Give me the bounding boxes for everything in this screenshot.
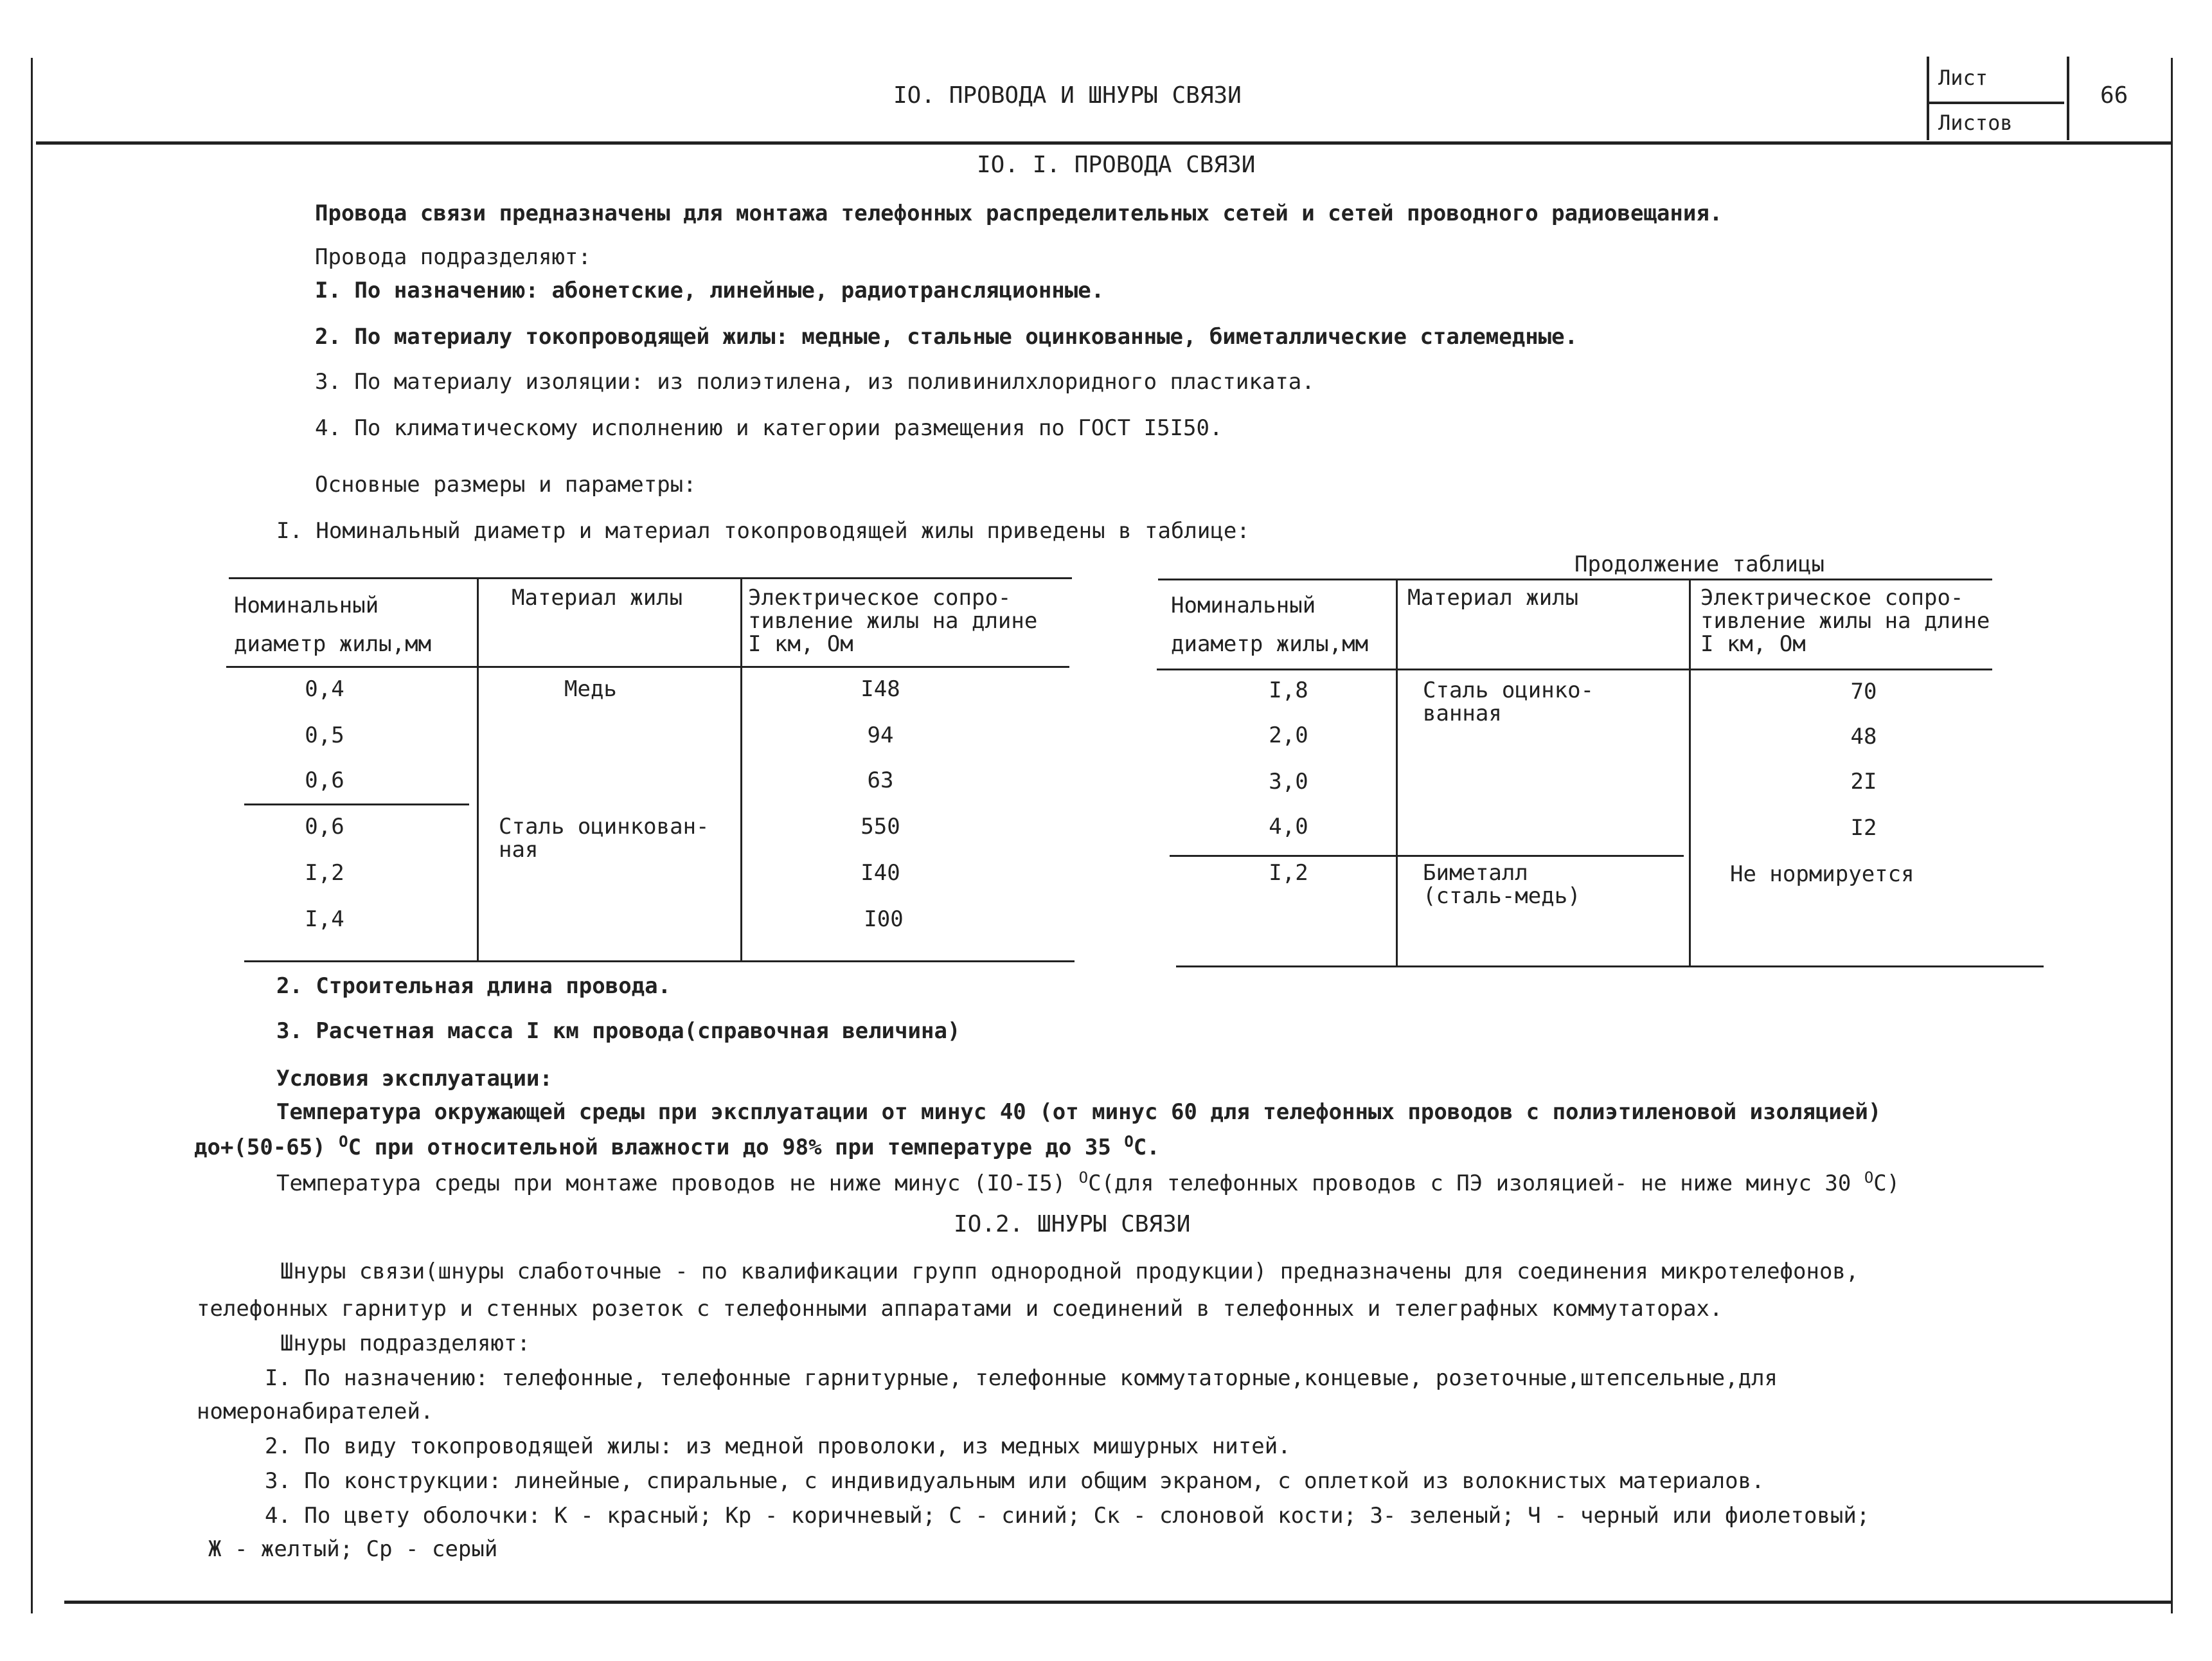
section2-intro-line-1: Шнуры связи(шнуры слаботочные - по квалификации групп однородной продукции) предназначены для соединения микротелефонов, (280, 1259, 1859, 1284)
table-right-resistance: 2I (1850, 769, 1877, 795)
table-left-top-rule (229, 577, 1072, 579)
temperature-line-2 (194, 1133, 1160, 1160)
table-left-resistance: I40 (861, 860, 900, 886)
table-right-resistance: 70 (1850, 679, 1877, 705)
table-continuation-label: Продолжение таблицы (1574, 552, 1824, 577)
table-right-diameter: 2,0 (1269, 723, 1308, 748)
table-left-resistance: I48 (861, 676, 900, 702)
section1-intro: Провода связи предназначены для монтажа телефонных распределительных сетей и сетей проводного радиовещания. (315, 201, 1723, 226)
table-left-diameter: 0,6 (305, 768, 344, 793)
section1-item-3: 3. По материалу изоляции: из полиэтилена, из поливинилхлоридного пластиката. (315, 369, 1315, 395)
section2-item-3: 3. По конструкции: линейные, спиральные, с индивидуальным или общим экраном, с оплеткой из волокнистых материалов. (265, 1468, 1765, 1494)
table-right-diameter: I,2 (1269, 860, 1308, 886)
section2-item-4-line-1: 4. По цвету оболочки: К - красный; Кр - коричневый; С - синий; Ск - слоновой кости; З- зеленый; Ч - черный или фиолетовый; (265, 1503, 1870, 1529)
sheet-stamp (1927, 57, 2069, 140)
table-intro: I. Номинальный диаметр и материал токопроводящей жилы приведены в таблице: (276, 518, 1250, 544)
temperature-line-2-part-b: С при относительной влажности до 98% при температуре до 35 (348, 1135, 1125, 1160)
params-title: Основные размеры и параметры: (315, 472, 697, 498)
frame-left-line (31, 58, 33, 1613)
section2-item-1-line-2: номеронабирателей. (197, 1399, 434, 1424)
temperature-line-2-part-a: до+(50-65) (194, 1135, 339, 1160)
section1-item-mass: 3. Расчетная масса I км провода(справочная величина) (276, 1018, 961, 1044)
table-right-resistance: I2 (1850, 815, 1877, 841)
table-right-header-diameter: Номинальный диаметр жилы,мм (1171, 593, 1369, 657)
table-right-diameter: 4,0 (1269, 814, 1308, 839)
table-right-resistance: 48 (1850, 724, 1877, 750)
section1-item-4: 4. По климатическому исполнению и категории размещения по ГОСТ I5I50. (315, 415, 1223, 441)
table-left-header-resistance: Электрическое сопро- тивление жилы на длине I км, Ом (748, 585, 1038, 657)
conditions-title: Условия эксплуатации: (276, 1066, 553, 1091)
sheet-stamp-divider (1929, 102, 2064, 104)
section1-title: IO. I. ПРОВОДА СВЯЗИ (977, 152, 1256, 178)
page-number: 66 (2100, 82, 2128, 109)
table-right-header-resistance: Электрическое сопро- тивление жилы на длине I км, Ом (1700, 585, 1990, 657)
table-right-col-divider-2 (1689, 579, 1691, 967)
table-left-group-rule (244, 804, 469, 805)
table-left-diameter: I,2 (305, 860, 344, 886)
table-right-material-bimetal: Биметалл (сталь-медь) (1423, 860, 1581, 909)
table-left-bottom-rule (244, 960, 1075, 962)
table-right-diameter: 3,0 (1269, 769, 1308, 795)
section2-item-2: 2. По виду токопроводящей жилы: из медной проволоки, из медных мишурных нитей. (265, 1433, 1291, 1459)
sheets-label: Листов (1938, 111, 2013, 135)
table-right-group-rule (1170, 855, 1684, 857)
section1-subdivide: Провода подразделяют: (315, 244, 591, 270)
section2-item-4-line-2: Ж - желтый; Ср - серый (208, 1536, 498, 1562)
section2-title: IO.2. ШНУРЫ СВЯЗИ (954, 1211, 1191, 1237)
table-left-diameter: 0,6 (305, 814, 344, 839)
table-left-resistance: 550 (861, 814, 900, 839)
temperature-mounting-line (276, 1169, 1900, 1196)
table-left-header-diameter: Номинальный диаметр жилы,мм (234, 593, 432, 657)
degree-sign: O (1078, 1169, 1089, 1187)
temperature-mounting-part-b: С(для телефонных проводов с ПЭ изоляцией- не ниже минус 30 (1088, 1171, 1864, 1196)
table-left-resistance: I00 (864, 906, 904, 932)
frame-right-line (2171, 58, 2173, 1613)
section2-intro-line-2: телефонных гарнитур и стенных розеток с телефонными аппаратами и соединений в телефонных и телеграфных коммутаторах. (197, 1296, 1723, 1322)
table-left-col-divider-1 (477, 577, 479, 962)
table-right-resistance: Не нормируется (1730, 861, 1914, 887)
degree-sign: O (1864, 1169, 1874, 1187)
header-rule (36, 141, 2172, 145)
section1-item-2: 2. По материалу токопроводящей жилы: медные, стальные оцинкованные, биметаллические сталемедные. (315, 324, 1578, 350)
section2-subdivide: Шнуры подразделяют: (280, 1331, 530, 1356)
temperature-mounting-part-c: С) (1873, 1171, 1900, 1196)
header-title: IO. ПРОВОДА И ШНУРЫ СВЯЗИ (893, 82, 1242, 109)
section1-item-1: I. По назначению: абонетские, линейные, радиотрансляционные. (315, 278, 1105, 303)
table-right-col-divider-1 (1396, 579, 1398, 967)
table-right-bottom-rule (1176, 965, 2044, 967)
table-right-diameter: I,8 (1269, 678, 1308, 703)
table-right-header-rule (1157, 669, 1992, 670)
table-left-material-steel: Сталь оцинкован- ная (499, 814, 709, 863)
bottom-rule (64, 1601, 2172, 1604)
degree-sign: O (339, 1133, 348, 1151)
sheet-label: Лист (1938, 66, 1988, 90)
table-left-resistance: 94 (867, 723, 894, 748)
table-left-resistance: 63 (867, 768, 894, 793)
table-right-header-material: Материал жилы (1407, 585, 1579, 611)
table-left-header-rule (226, 666, 1069, 668)
table-right-material-steel: Сталь оцинко- ванная (1423, 678, 1594, 726)
section2-item-1-line-1: I. По назначению: телефонные, телефонные гарнитурные, телефонные коммутаторные,концевые, розеточные,штепсельные,для (265, 1365, 1778, 1391)
table-left-col-divider-2 (740, 577, 742, 962)
table-left-diameter: I,4 (305, 906, 344, 932)
table-right-top-rule (1158, 579, 1992, 580)
table-left-material-copper: Медь (564, 676, 617, 702)
table-left-header-material: Материал жилы (512, 585, 683, 611)
section1-item-length: 2. Строительная длина провода. (276, 973, 672, 999)
degree-sign: O (1124, 1133, 1134, 1151)
temperature-line-2-part-c: С. (1133, 1135, 1160, 1160)
table-left-diameter: 0,5 (305, 723, 344, 748)
temperature-line-1: Температура окружающей среды при эксплуатации от минус 40 (от минус 60 для телефонных проводов с полиэтиленовой изоляцией) (276, 1099, 1882, 1125)
table-left-diameter: 0,4 (305, 676, 344, 702)
temperature-mounting-part-a: Температура среды при монтаже проводов не ниже минус (IO-I5) (276, 1171, 1079, 1196)
